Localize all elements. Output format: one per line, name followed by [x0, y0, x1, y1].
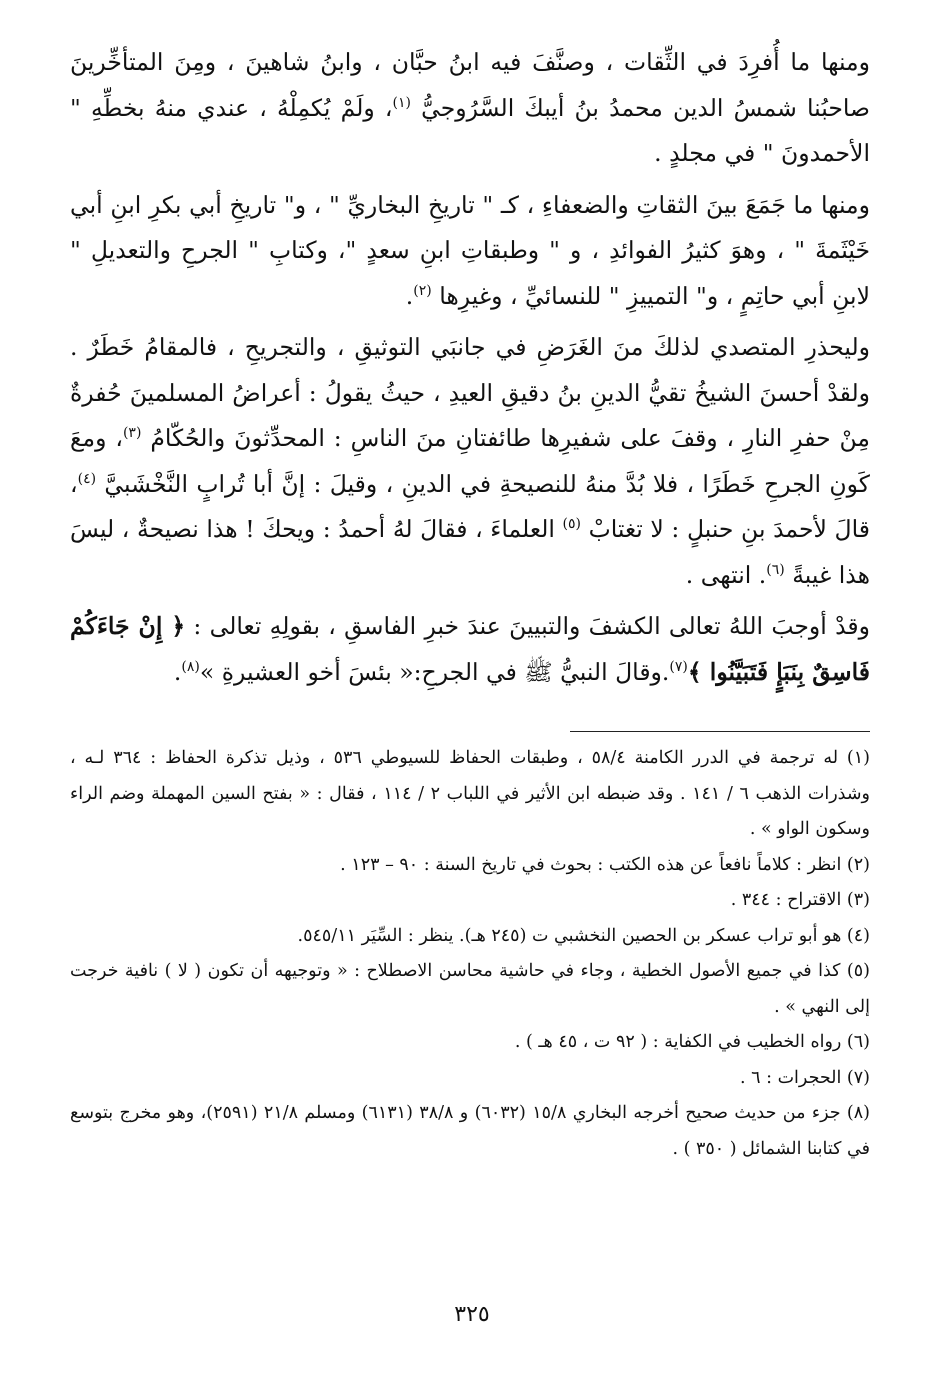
- footnote-3: (٣) الاقتراح : ٣٤٤ .: [730, 890, 870, 910]
- text-segment: . انتهى .: [685, 560, 767, 589]
- footnote-5: (٥) كذا في جميع الأصول الخطية ، وجاء في حاشية محاسن الاصطلاح : « وتوجيهه أن تكون ( لا ) نافية خرجت إلى النهي » .: [70, 961, 870, 1017]
- text-segment: ومنها ما جَمَعَ بينَ الثقاتِ والضعفاءِ ، كـ " تاريخِ البخاريِّ " ، و" تاريخِ أبي بكرِ ابنِ أبي خَيْثَمةَ " ، وهوَ كثيرُ الفوائدِ ، و " وطبقاتِ ابنِ سعدٍ "، وكتابِ " الجرحِ والتعديلِ " لابنِ أبي حاتِمٍ ، و" التمييزِ " للنسائيِّ ، وغيرِها: [70, 190, 870, 310]
- quran-verse: ﴿ إِنْ جَاءَكُمْ فَاسِقٌ بِنَبَإٍ فَتَبَيَّنُوا ﴾: [70, 612, 870, 686]
- paragraph-2: [70, 183, 870, 320]
- footnote-ref-5: (٥): [562, 516, 581, 533]
- page-content: [70, 40, 870, 1167]
- text-segment: ، قالَ لأحمدَ بنِ حنبلٍ : لا تغتابْ: [70, 469, 870, 543]
- footnote-ref-8: (٨): [181, 658, 200, 675]
- footnote-7: (٧) الحجرات : ٦ .: [740, 1067, 870, 1088]
- text-segment: ، ومعَ كَونِ الجرحِ خَطَرًا ، فلا بُدَّ منهُ للنصيحةِ في الدينِ ، وقيلَ : إنَّ أبا تُرابٍ النَّخْشَبيَّ: [70, 424, 870, 498]
- footnote-ref-6: (٦): [766, 561, 785, 578]
- text-segment: .وقالَ النبيُّ ﷺ في الجرحِ:« بئسَ أخو العشيرةِ »: [199, 657, 670, 686]
- footnote-6: (٦) رواه الخطيب في الكفاية : ( ٩٢ ت ، ٤٥ هـ ) .: [514, 1032, 870, 1052]
- paragraph-1: [70, 40, 870, 177]
- text-segment: ، ولَمْ يُكمِلْهُ ، عندي منهُ بخطِّهِ " الأحمدونَ " في مجلدٍ .: [70, 93, 870, 167]
- footnote-4: (٤) هو أبو تراب عسكر بن الحصين النخشبي ت (٢٤٥ هـ). ينظر : السِّيَر ٥٤٥/١١.: [297, 925, 870, 946]
- text-segment: وقدْ أوجبَ اللهُ تعالى الكشفَ والتبيينَ عندَ خبرِ الفاسقِ ، بقولِهِ تعالى :: [185, 612, 870, 640]
- footnote-separator: [570, 731, 870, 732]
- text-segment: وليحذرِ المتصدي لذلكَ منَ الغَرَضِ في جانبَي التوثيقِ ، والتجريحِ ، فالمقامُ خَطَرٌ . ولقدْ أحسنَ الشيخُ تقيُّ الدينِ بنُ دقيقِ العيدِ ، حيثُ يقولُ : أعراضُ المسلمينَ حُفرةٌ مِنْ حفرِ النارِ ، وقفَ على شفيرِها طائفتانِ منَ الناسِ : المحدِّثونَ والحُكّامُ: [70, 333, 871, 452]
- footnote-separator-wrap: [70, 721, 870, 741]
- footnotes: [70, 741, 870, 1167]
- text-segment: .: [405, 281, 414, 310]
- paragraph-4: [70, 604, 870, 695]
- text-segment: .: [173, 657, 182, 686]
- footnote-ref-3: (٣): [122, 425, 142, 442]
- paragraph-3: [70, 325, 870, 598]
- text-segment: ومنها ما أُفرِدَ في الثِّقات ، وصنَّفَ فيه ابنُ حبَّان ، وابنُ شاهينَ ، ومِنَ المتأخِّرينَ صاحبُنا شمسُ الدين محمدُ بنُ أيبكَ السَّرُوجيُّ: [70, 48, 871, 122]
- footnote-8: (٨) جزء من حديث صحيح أخرجه البخاري ١٥/٨ (٦٠٣٢) و ٣٨/٨ (٦١٣١) ومسلم ٢١/٨ (٢٥٩١)، وهو مخرج بتوسع في كتابنا الشمائل ( ٣٥٠ ) .: [70, 1103, 870, 1159]
- footnote-1: (١) له ترجمة في الدرر الكامنة ٥٨/٤ ، وطبقات الحفاظ للسيوطي ٥٣٦ ، وذيل تذكرة الحفاظ : ٣٦٤ لـه ، وشذرات الذهب ٦ / ١٤١ . وقد ضبطه ابن الأثير في اللباب ٢ / ١١٤ ، فقال : « بفتح السين المهملة وضم الراء وسكون الواو » .: [70, 748, 870, 839]
- footnote-ref-4: (٤): [77, 470, 97, 487]
- footnote-ref-1: (١): [392, 94, 411, 111]
- main-text: [70, 40, 870, 695]
- footnote-2: (٢) انظر : كلاماً نافعاً عن هذه الكتب : بحوث في تاريخ السنة : ٩٠ – ١٢٣ .: [340, 854, 870, 875]
- page-number: ٣٢٥: [454, 1302, 490, 1327]
- footnote-ref-2: (٢): [413, 282, 432, 299]
- text-segment: العلماءَ ، فقالَ لهُ أحمدُ : ويحكَ ! هذا نصيحةٌ ، ليسَ هذا غيبةً: [70, 515, 870, 589]
- footnote-ref-7: (٧): [669, 658, 688, 675]
